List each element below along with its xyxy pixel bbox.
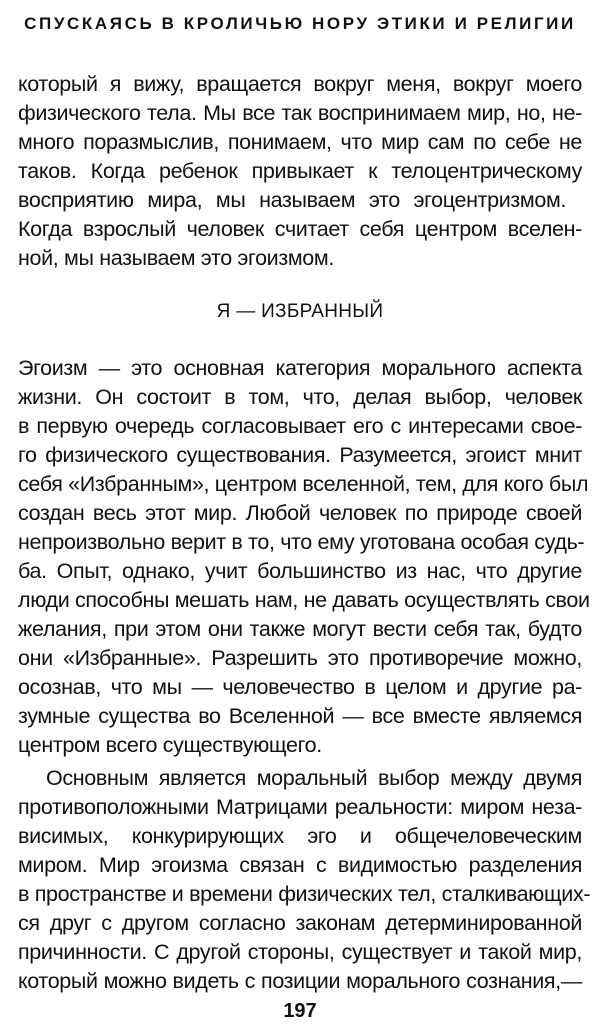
text-line: в пространстве и времени физических тел, сталкивающих- xyxy=(18,882,591,906)
page-number: 197 xyxy=(283,1000,317,1022)
text-line: осознав, что мы — человечество в целом и другие ра- xyxy=(18,675,582,699)
text-line: желания, при этом они также могут вести себя так, будто xyxy=(18,617,582,641)
text-line: зумные существа во Вселенной — все вместе являемся xyxy=(18,704,582,728)
text-line: ся друг с другом согласно законам детерминированной xyxy=(18,911,582,935)
text-line: го физического существования. Разумеется, эгоист мнит xyxy=(18,443,582,467)
text-line: они «Избранные». Разрешить это противоречие можно, xyxy=(18,646,582,670)
text-line: причинности. С другой стороны, существует и такой мир, xyxy=(18,940,582,964)
section-heading: Я — ИЗБРАННЫЙ xyxy=(216,301,384,322)
text-line: себя «Избранным», центром вселенной, тем, для кого был xyxy=(18,472,589,496)
text-line: таков. Когда ребенок привыкает к телоцентрическому xyxy=(18,159,582,183)
running-head: СПУСКАЯСЬ В КРОЛИЧЬЮ НОРУ ЭТИКИ И РЕЛИГИИ xyxy=(24,14,576,33)
text-line: миром. Мир эгоизма связан с видимостью разделения xyxy=(18,853,582,877)
text-line: много поразмыслив, понимаем, что мир сам по себе не xyxy=(18,130,582,154)
text-line: который я вижу, вращается вокруг меня, вокруг моего xyxy=(18,72,582,96)
text-line: жизни. Он состоит в том, что, делая выбор, человек xyxy=(18,385,582,409)
text-line: непроизвольно верит в то, что ему уготована особая судь- xyxy=(18,530,585,554)
text-line: ной, мы называем это эгоизмом. xyxy=(18,246,334,270)
text-line: Основным является моральный выбор между двумя xyxy=(46,766,582,790)
text-line: создан весь этот мир. Любой человек по природе своей xyxy=(18,501,582,525)
text-line: люди способны мешать нам, не давать осуществлять свои xyxy=(18,588,590,612)
text-line: ба. Опыт, однако, учит большинство из нас, что другие xyxy=(18,559,582,583)
text-line: восприятию мира, мы называем это эгоцентризмом. xyxy=(18,188,566,212)
text-line: физического тела. Мы все так воспринимаем мир, но, не- xyxy=(18,101,582,125)
text-line: который можно видеть с позиции морального сознания,— xyxy=(18,969,582,993)
text-line: висимых, конкурирующих эго и общечеловеческим xyxy=(18,824,582,848)
text-line: в первую очередь согласовывает его с интересами свое- xyxy=(18,414,582,438)
text-line: противоположными Матрицами реальности: миром неза- xyxy=(18,795,582,819)
text-line: центром всего существующего. xyxy=(18,733,322,757)
text-line: Когда взрослый человек считает себя центром вселен- xyxy=(18,217,582,241)
text-line: Эгоизм — это основная категория морального аспекта xyxy=(18,356,582,380)
